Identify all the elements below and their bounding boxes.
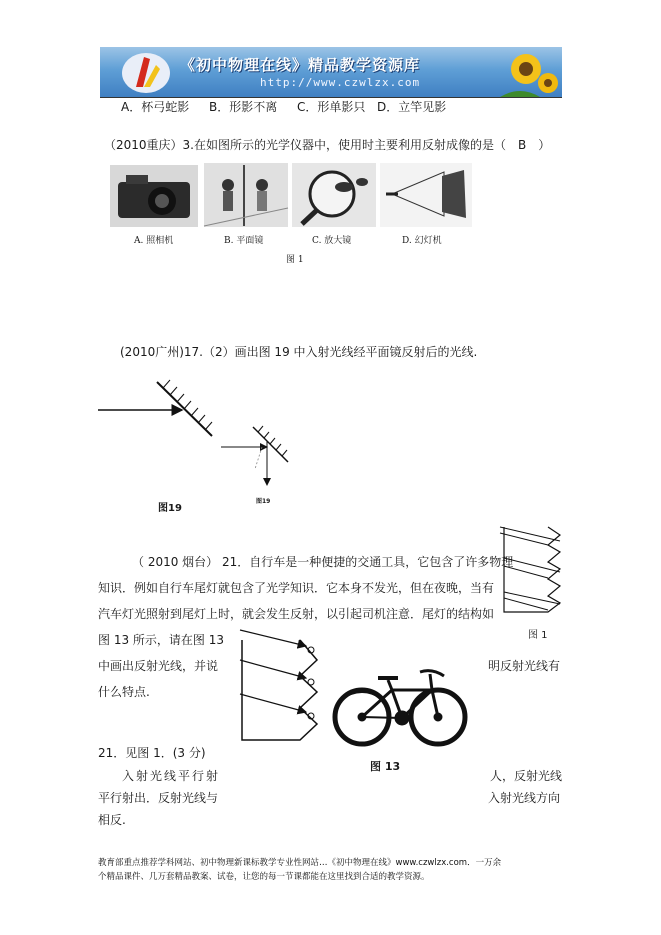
option-d: D．立竿见影 [377,100,447,114]
small-mirror [253,426,288,462]
label-mirror: B. 平面镜 [224,236,264,246]
large-mirror [157,380,212,436]
figure-1-caption: 图 1 [286,255,304,265]
answer-line-4: 相反. [98,813,126,827]
option-c: C．形单影只 [297,100,366,114]
banner-title: 《初中物理在线》精品教学资源库 [180,56,421,74]
figure-1-right-caption: 图 1 [528,630,548,641]
question-3-stem: (2010广州)17.（2）画出图 19 中入射光线经平面镜反射后的光线. [120,345,478,359]
answer-line-2b: 人，反射光线 [490,769,563,783]
answer-line-3b: 入射光线方向 [488,791,561,805]
question-4-line-3: 汽车灯光照射到尾灯上时，就会发生反射，以引起司机注意．尾灯的结构如 [98,607,495,621]
footer-line-2: 个精品课件、几万套精品教案、试卷，让您的每一节课都能在这里找到合适的教学资源。 [98,872,430,882]
question-4-line-1: （ 2010 烟台） 21．自行车是一种便捷的交通工具，它包含了许多物理 [132,555,514,569]
question-4-line-5b: 明反射光线有 [488,659,561,673]
question-4-line-4: 图 13 所示，请在图 13 [98,633,224,647]
label-projector: D. 幻灯机 [402,236,442,246]
answer-line-3a: 平行射出．反射光线与 [98,791,219,805]
normal-line [255,447,262,469]
label-magnifier: C. 放大镜 [312,236,352,246]
option-b: B．形影不离 [209,100,278,114]
option-a: A．杯弓蛇影 [121,100,190,114]
question-4-line-5a: 中画出反射光线，并说 [98,659,219,673]
figure-19-caption-large: 图19 [158,503,182,514]
banner-url: http://www.czwlzx.com [260,76,421,89]
question-4-line-2: 知识．例如自行车尾灯就包含了光学知识．它本身不发光，但在夜晚，当有 [98,581,495,595]
bicycle-image [335,671,465,744]
figure-13-caption: 图 13 [370,760,401,773]
label-camera: A. 照相机 [134,236,174,246]
footer [98,856,568,884]
figure-19-caption-small: 图19 [256,498,271,505]
question-4-line-6: 什么特点. [98,685,150,699]
reflector-figure-main [240,630,317,740]
answer-line-2a: 入射光线平行射 [122,769,221,783]
footer-line-1: 教育部重点推荐学科网站、初中物理新课标教学专业性网站…《初中物理在线》www.czwlzx.com．一万余 [98,858,502,868]
question-2-stem: （2010重庆）3.在如图所示的光学仪器中，使用时主要利用反射成像的是（ B ） [104,138,551,152]
answer-line-1: 21．见图 1．(3 分) [98,746,206,760]
